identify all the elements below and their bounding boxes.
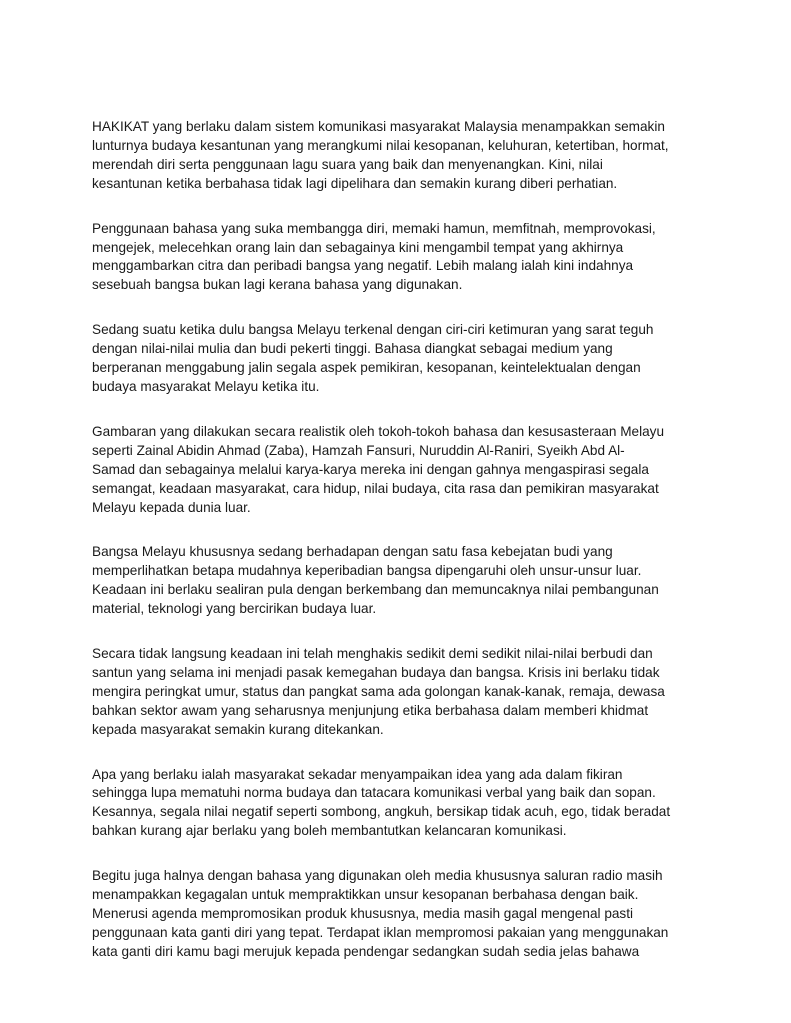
paragraph-2: Penggunaan bahasa yang suka membangga diri, memaki hamun, memfitnah, memprovokasi, mengejek, melecehkan orang lain dan sebagainya kini mengambil tempat yang akhirnya menggambarkan citra dan peribadi bangsa yang negatif. Lebih malang ialah kini indahnya sesebuah bangsa bukan lagi kerana bahasa yang digunakan.: [92, 220, 656, 293]
paragraph-6: Secara tidak langsung keadaan ini telah menghakis sedikit demi sedikit nilai-nilai berbudi dan santun yang selama ini menjadi pasak kemegahan budaya dan bangsa. Krisis ini berlaku tidak mengira peringkat umur, status dan pangkat sama ada golongan kanak-kanak, remaja, dewasa bahkan sektor awam yang seharusnya menjunjung etika berbahasa dalam memberi khidmat kepada masyarakat semakin kurang ditekankan.: [92, 646, 665, 737]
paragraph-8: Begitu juga halnya dengan bahasa yang digunakan oleh media khususnya saluran radio masih menampakkan kegagalan untuk mempraktikkan unsur kesopanan berbahasa dengan baik. Menerusi agenda mempromosikan produk khususnya, media masih gagal mengenal pasti penggunaan kata ganti diri yang tepat. Terdapat iklan mempromosi pakaian yang menggunakan kata ganti diri kamu bagi merujuk kepada pendengar sedangkan sudah sedia jelas bahawa: [92, 868, 669, 959]
document-page: [92, 118, 710, 988]
paragraph-5: Bangsa Melayu khususnya sedang berhadapan dengan satu fasa kebejatan budi yang memperlihatkan betapa mudahnya keperibadian bangsa dipengaruhi oleh unsur-unsur luar. Keadaan ini berlaku sealiran pula dengan berkembang dan memuncaknya nilai pembangunan material, teknologi yang bercirikan budaya luar.: [92, 544, 659, 617]
paragraph-1: HAKIKAT yang berlaku dalam sistem komunikasi masyarakat Malaysia menampakkan semakin lunturnya budaya kesantunan yang merangkumi nilai kesopanan, keluhuran, ketertiban, hormat, merendah diri serta penggunaan lagu suara yang baik dan menyenangkan. Kini, nilai kesantunan ketika berbahasa tidak lagi dipelihara dan semakin kurang diberi perhatian.: [92, 119, 669, 191]
paragraph-3: Sedang suatu ketika dulu bangsa Melayu terkenal dengan ciri-ciri ketimuran yang sarat teguh dengan nilai-nilai mulia dan budi pekerti tinggi. Bahasa diangkat sebagai medium yang berperanan menggabung jalin segala aspek pemikiran, kesopanan, keintelektualan dengan budaya masyarakat Melayu ketika itu.: [92, 322, 654, 394]
paragraph-7: Apa yang berlaku ialah masyarakat sekadar menyampaikan idea yang ada dalam fikiran sehingga lupa mematuhi norma budaya dan tatacara komunikasi verbal yang baik dan sopan. Kesannya, segala nilai negatif seperti sombong, angkuh, bersikap tidak acuh, ego, tidak beradat bahkan kurang ajar berlaku yang boleh membantutkan kelancaran komunikasi.: [92, 766, 671, 839]
paragraph-4: Gambaran yang dilakukan secara realistik oleh tokoh-tokoh bahasa dan kesusasteraan Melayu seperti Zainal Abidin Ahmad (Zaba), Hamzah Fansuri, Nuruddin Al-Raniri, Syeikh Abd Al- Samad dan sebagainya melalui karya-karya mereka ini dengan gahnya mengaspirasi segala semangat, keadaan masyarakat, cara hidup, nilai budaya, cita rasa dan pemikiran masyarakat Melayu kepada dunia luar.: [92, 423, 665, 515]
